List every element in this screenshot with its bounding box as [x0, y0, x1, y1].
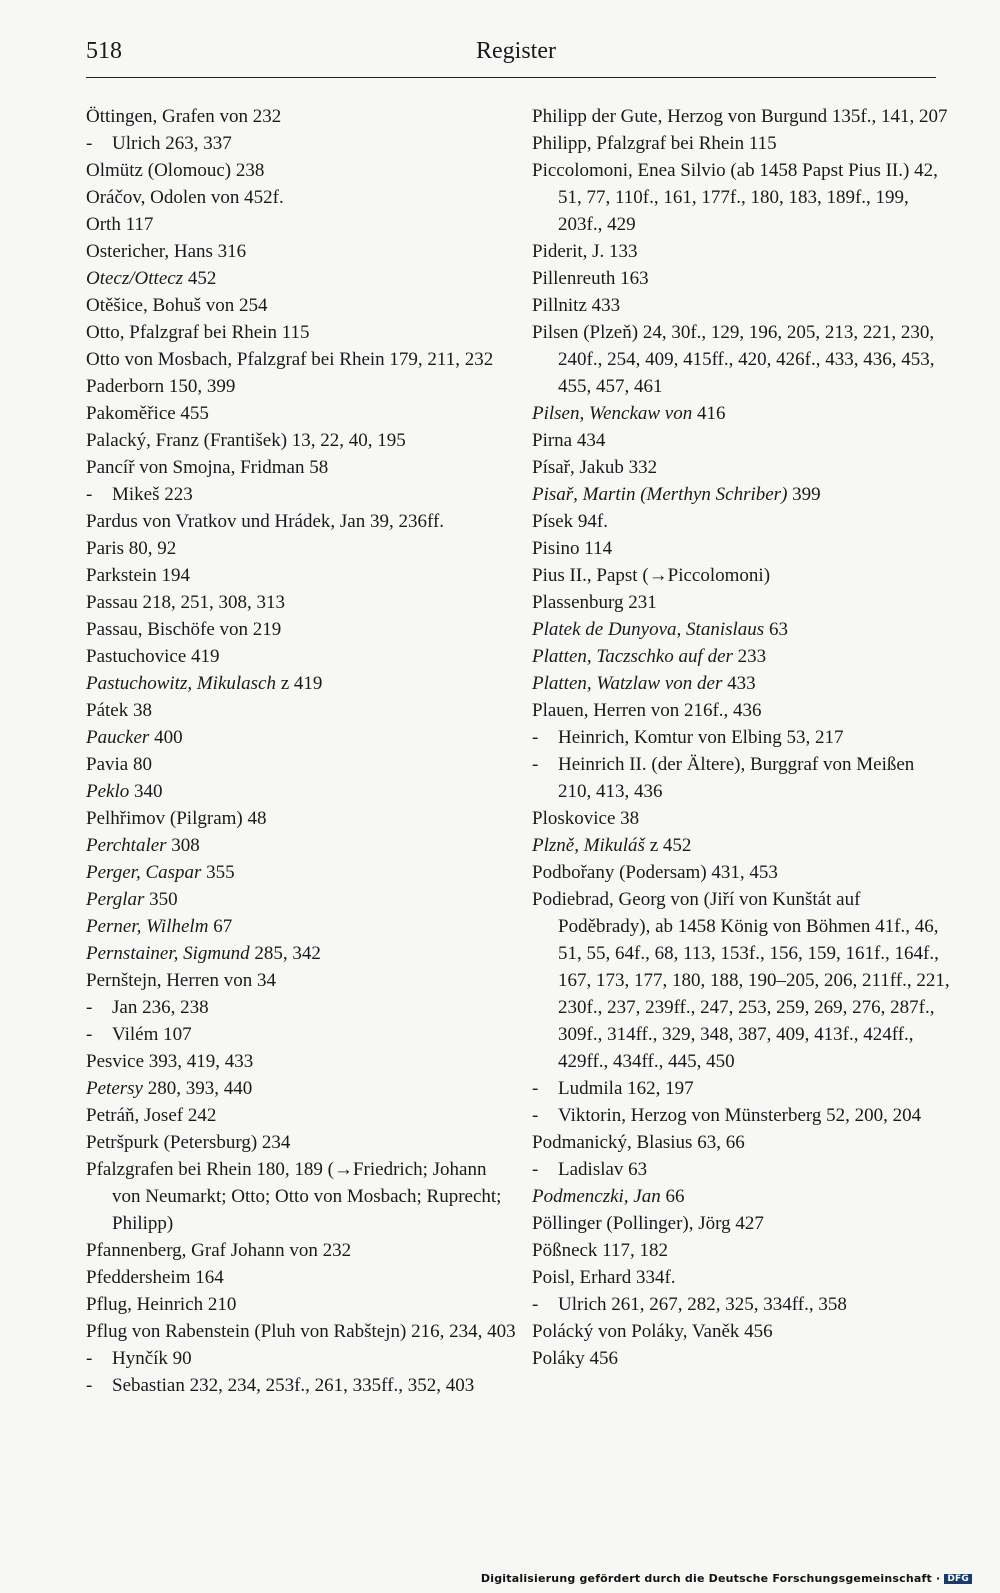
index-entry: [532, 616, 952, 643]
entry-text: Parkstein 194: [86, 565, 190, 586]
entry-text: Písek 94f.: [532, 511, 608, 532]
footer-credit: [481, 1572, 972, 1585]
entry-text: Pernštejn, Herren von 34: [86, 970, 276, 991]
index-entry: [86, 1291, 516, 1318]
entry-text: Pelhřimov (Pilgram) 48: [86, 808, 267, 829]
entry-text: Heinrich, Komtur von Elbing 53, 217: [558, 727, 844, 748]
entry-text: 63: [764, 619, 788, 640]
entry-text: Petráň, Josef 242: [86, 1105, 217, 1126]
index-entry: [86, 616, 516, 643]
entry-text: Otto von Mosbach, Pfalzgraf bei Rhein 179, 211, 232: [86, 349, 494, 370]
entry-italic-name: Perner, Wilhelm: [86, 916, 209, 937]
entry-text: 340: [129, 781, 163, 802]
index-subentry: [86, 1021, 516, 1048]
entry-text: z 419: [275, 673, 323, 694]
entry-text: Pancíř von Smojna, Fridman 58: [86, 457, 329, 478]
entry-italic-name: Perglar: [86, 889, 145, 910]
entry-text: Philipp, Pfalzgraf bei Rhein 115: [532, 133, 777, 154]
entry-text: Mikeš 223: [112, 484, 193, 505]
entry-text: Ploskovice 38: [532, 808, 640, 829]
index-entry: [86, 1237, 516, 1264]
entry-italic-name: Perchtaler: [86, 835, 167, 856]
index-entry: [86, 670, 516, 697]
index-entry: [532, 292, 952, 319]
entry-text: Orth 117: [86, 214, 154, 235]
entry-text: 400: [149, 727, 183, 748]
index-entry: [532, 886, 952, 1075]
index-entry: [86, 346, 516, 373]
entry-text: Písař, Jakub 332: [532, 457, 658, 478]
index-entry: [532, 238, 952, 265]
index-entry: [86, 967, 516, 994]
index-subentry: [86, 1372, 516, 1399]
index-entry: [86, 805, 516, 832]
entry-text: Ladislav 63: [558, 1159, 648, 1180]
entry-text: Heinrich II. (der Ältere), Burggraf von Meißen 210, 413, 436: [558, 754, 915, 802]
entry-text: 67: [208, 916, 233, 937]
index-entry: [532, 832, 952, 859]
index-entry: [532, 265, 952, 292]
entry-text: Pflug, Heinrich 210: [86, 1294, 237, 1315]
index-entry: [532, 454, 952, 481]
index-entry: [86, 859, 516, 886]
entry-text: Petršpurk (Petersburg) 234: [86, 1132, 291, 1153]
entry-text: Sebastian 232, 234, 253f., 261, 335ff., 352, 403: [112, 1375, 475, 1396]
entry-text: 355: [201, 862, 235, 883]
index-entry: [86, 373, 516, 400]
entry-text: Pardus von Vratkov und Hrádek, Jan 39, 236ff.: [86, 511, 445, 532]
entry-text: Ostericher, Hans 316: [86, 241, 247, 262]
index-entry: [86, 157, 516, 184]
index-entry: [86, 778, 516, 805]
entry-text: 416: [692, 403, 726, 424]
entry-text: Hynčík 90: [112, 1348, 192, 1369]
index-entry: [86, 238, 516, 265]
entry-text: Pillnitz 433: [532, 295, 621, 316]
entry-text: 66: [660, 1186, 685, 1207]
index-subentry: [532, 1291, 952, 1318]
entry-text: Pöllinger (Pollinger), Jörg 427: [532, 1213, 764, 1234]
index-subentry: [86, 994, 516, 1021]
entry-text: Philipp der Gute, Herzog von Burgund 135f., 141, 207: [532, 106, 948, 127]
entry-text: 308: [166, 835, 200, 856]
entry-text: Oráčov, Odolen von 452f.: [86, 187, 284, 208]
entry-text: Paderborn 150, 399: [86, 376, 236, 397]
index-subentry: [532, 1156, 952, 1183]
index-entry: [86, 1264, 516, 1291]
page-number: 518: [86, 38, 122, 64]
index-entry: [532, 1183, 952, 1210]
entry-text: Poláky 456: [532, 1348, 619, 1369]
entry-italic-name: Perger, Caspar: [86, 862, 202, 883]
entry-text: 350: [144, 889, 178, 910]
dfg-logo-icon: DFG: [944, 1574, 972, 1584]
index-entry: [86, 1048, 516, 1075]
index-entry: [86, 589, 516, 616]
entry-text: Jan 236, 238: [112, 997, 209, 1018]
running-title: Register: [476, 38, 556, 64]
index-subentry: [86, 1345, 516, 1372]
entry-text: Piderit, J. 133: [532, 241, 638, 262]
index-subentry: [532, 1102, 952, 1129]
index-entry: [86, 751, 516, 778]
entry-text: 280, 393, 440: [142, 1078, 253, 1099]
footer-text: Digitalisierung gefördert durch die Deutsche Forschungsgemeinschaft ·: [480, 1572, 941, 1585]
entry-text: Pisino 114: [532, 538, 613, 559]
index-entry: [86, 724, 516, 751]
index-entry: [532, 1345, 952, 1372]
entry-text: Palacký, Franz (František) 13, 22, 40, 195: [86, 430, 406, 451]
index-entry: [86, 454, 516, 481]
index-entry: [86, 184, 516, 211]
entry-italic-name: Platten, Watzlaw von der: [532, 673, 723, 694]
index-entry: [532, 697, 952, 724]
entry-text: Passau, Bischöfe von 219: [86, 619, 282, 640]
entry-text: Pius II., Papst (→Piccolomoni): [532, 565, 771, 586]
entry-italic-name: Pastuchowitz, Mikulasch: [86, 673, 276, 694]
entry-italic-name: Petersy: [86, 1078, 143, 1099]
entry-text: Poisl, Erhard 334f.: [532, 1267, 676, 1288]
index-entry: [86, 103, 516, 130]
entry-text: Polácký von Poláky, Vaněk 456: [532, 1321, 773, 1342]
index-entry: [86, 292, 516, 319]
entry-text: Passau 218, 251, 308, 313: [86, 592, 285, 613]
entry-text: Ludmila 162, 197: [558, 1078, 694, 1099]
entry-text: 399: [787, 484, 821, 505]
entry-text: Pfannenberg, Graf Johann von 232: [86, 1240, 352, 1261]
index-subentry: [532, 751, 952, 805]
entry-italic-name: Platten, Taczschko auf der: [532, 646, 733, 667]
entry-text: Podbořany (Podersam) 431, 453: [532, 862, 778, 883]
index-entry: [532, 508, 952, 535]
entry-text: Plassenburg 231: [532, 592, 657, 613]
index-entry: [86, 1156, 516, 1237]
entry-text: Viktorin, Herzog von Münsterberg 52, 200, 204: [558, 1105, 922, 1126]
index-subentry: [532, 1075, 952, 1102]
entry-italic-name: Paucker: [86, 727, 150, 748]
entry-text: Paris 80, 92: [86, 538, 177, 559]
entry-italic-name: Otecz/Ottecz: [86, 268, 184, 289]
index-subentry: [86, 481, 516, 508]
entry-text: z 452: [644, 835, 692, 856]
index-entry: [86, 562, 516, 589]
entry-text: Pflug von Rabenstein (Pluh von Rabštejn) 216, 234, 403: [86, 1321, 516, 1342]
header-rule: [86, 77, 936, 78]
entry-text: Vilém 107: [112, 1024, 192, 1045]
index-entry: [532, 589, 952, 616]
entry-text: Otěšice, Bohuš von 254: [86, 295, 268, 316]
entry-text: Podmanický, Blasius 63, 66: [532, 1132, 745, 1153]
index-entry: [86, 535, 516, 562]
entry-text: Pößneck 117, 182: [532, 1240, 668, 1261]
entry-text: Piccolomoni, Enea Silvio (ab 1458 Papst Pius II.) 42, 51, 77, 110f., 161, 177f., 180, 183, 189f., 199, 203f., 429: [532, 160, 938, 235]
entry-text: Öttingen, Grafen von 232: [86, 106, 282, 127]
index-subentry: [532, 724, 952, 751]
entry-italic-name: Pilsen, Wenckaw von: [532, 403, 693, 424]
entry-text: Ulrich 261, 267, 282, 325, 334ff., 358: [558, 1294, 847, 1315]
index-column-left: [86, 103, 516, 1399]
index-entry: [532, 1210, 952, 1237]
entry-text: 452: [183, 268, 217, 289]
index-entry: [532, 1237, 952, 1264]
entry-text: Podiebrad, Georg von (Jiří von Kunštát auf Poděbrady), ab 1458 König von Böhmen 41f., 46, 51, 55, 64f., 68, 113, 153f., 156, 159, 161f., 164f., 167, 173, 177, 180, 188, 190–205, 206, 211ff., 221, 230f., 237, 239ff., 247, 253, 259, 269, 276, 287f., 309f., 314ff., 329, 348, 387, 409, 413f., 424ff., 429ff., 434ff., 445, 450: [532, 889, 950, 1072]
index-entry: [532, 319, 952, 400]
entry-italic-name: Pernstainer, Sigmund: [86, 943, 250, 964]
index-entry: [86, 427, 516, 454]
entry-text: 285, 342: [249, 943, 321, 964]
index-entry: [86, 508, 516, 535]
index-entry: [86, 913, 516, 940]
index-entry: [532, 103, 952, 130]
entry-italic-name: Peklo: [86, 781, 130, 802]
entry-text: Otto, Pfalzgraf bei Rhein 115: [86, 322, 310, 343]
index-entry: [532, 427, 952, 454]
index-entry: [86, 886, 516, 913]
index-entry: [532, 670, 952, 697]
index-entry: [532, 859, 952, 886]
entry-italic-name: Plzně, Mikuláš: [532, 835, 645, 856]
index-entry: [532, 1129, 952, 1156]
entry-text: 433: [722, 673, 756, 694]
index-entry: [86, 697, 516, 724]
index-entry: [532, 130, 952, 157]
entry-text: Pavia 80: [86, 754, 152, 775]
index-column-right: [532, 103, 952, 1372]
index-entry: [532, 562, 952, 589]
entry-text: Pirna 434: [532, 430, 606, 451]
entry-italic-name: Platek de Dunyova, Stanislaus: [532, 619, 765, 640]
index-entry: [86, 1102, 516, 1129]
index-entry: [532, 535, 952, 562]
entry-text: Plauen, Herren von 216f., 436: [532, 700, 762, 721]
index-entry: [86, 832, 516, 859]
entry-italic-name: Pisař, Martin (Merthyn Schriber): [532, 484, 788, 505]
index-entry: [532, 481, 952, 508]
entry-text: Pfalzgrafen bei Rhein 180, 189 (→Friedrich; Johann von Neumarkt; Otto; Otto von Mosbach; Ruprecht; Philipp): [86, 1159, 502, 1234]
index-entry: [532, 1318, 952, 1345]
entry-text: Pastuchovice 419: [86, 646, 220, 667]
entry-text: Pfeddersheim 164: [86, 1267, 224, 1288]
index-entry: [532, 805, 952, 832]
entry-text: 233: [732, 646, 767, 667]
index-entry: [86, 940, 516, 967]
index-entry: [86, 1318, 516, 1345]
index-entry: [86, 400, 516, 427]
index-subentry: [86, 130, 516, 157]
entry-text: Pilsen (Plzeň) 24, 30f., 129, 196, 205, 213, 221, 230, 240f., 254, 409, 415ff., 420, 426f., 433, 436, 453, 455, 457, 461: [532, 322, 935, 397]
entry-italic-name: Podmenczki, Jan: [532, 1186, 661, 1207]
index-entry: [86, 265, 516, 292]
entry-text: Pátek 38: [86, 700, 152, 721]
index-entry: [86, 643, 516, 670]
entry-text: Olmütz (Olomouc) 238: [86, 160, 265, 181]
index-entry: [532, 643, 952, 670]
index-entry: [86, 1129, 516, 1156]
index-entry: [532, 1264, 952, 1291]
index-entry: [532, 400, 952, 427]
index-entry: [86, 1075, 516, 1102]
index-entry: [86, 211, 516, 238]
entry-text: Ulrich 263, 337: [112, 133, 232, 154]
index-entry: [532, 157, 952, 238]
index-entry: [86, 319, 516, 346]
page-header: [86, 38, 936, 78]
entry-text: Pesvice 393, 419, 433: [86, 1051, 254, 1072]
entry-text: Pakoměřice 455: [86, 403, 209, 424]
entry-text: Pillenreuth 163: [532, 268, 649, 289]
